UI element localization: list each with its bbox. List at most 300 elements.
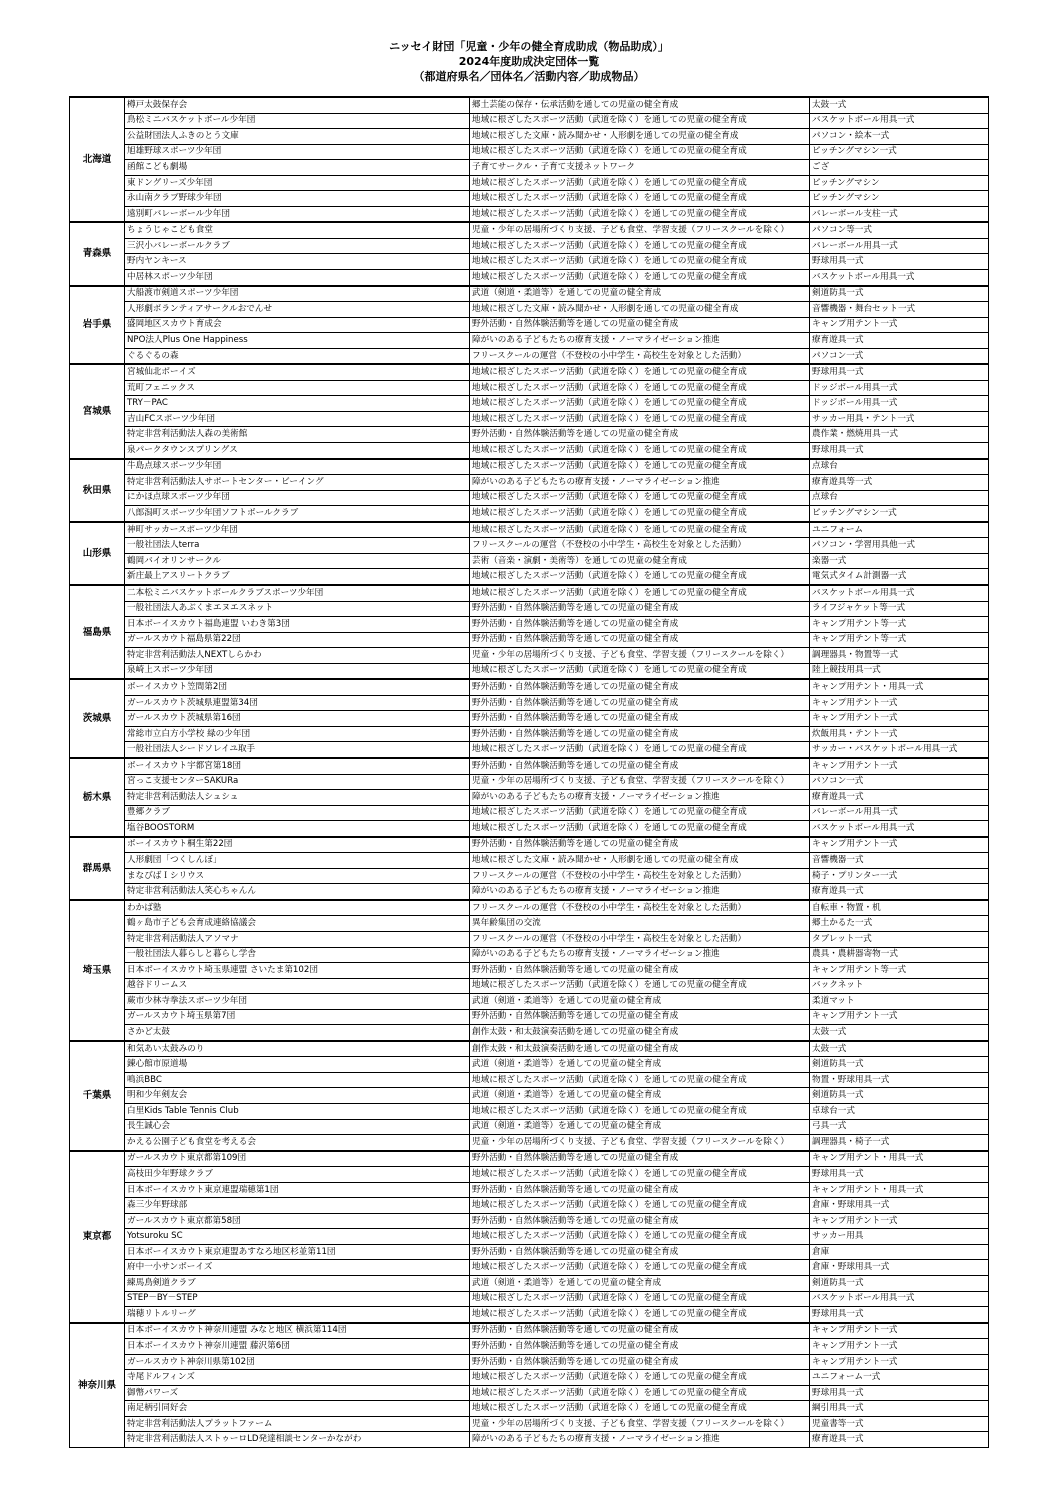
organization-name: ガールスカウト茨城県連盟第34団 [125,695,470,711]
activity-description: 創作太鼓・和太鼓演奏活動を通しての児童の健全育成 [470,1041,810,1057]
activity-description: 地域に根ざしたスポーツ活動（武道を除く）を通しての児童の健全育成 [470,364,810,380]
activity-description: 地域に根ざしたスポーツ活動（武道を除く）を通しての児童の健全育成 [470,585,810,601]
organization-name: 日本ボーイスカウト神奈川連盟 みなと地区 横浜第114団 [125,1323,470,1339]
activity-description: 地域に根ざしたスポーツ活動（武道を除く）を通しての児童の健全育成 [470,1229,810,1245]
granted-items: キャンプ用テント一式 [810,1213,989,1229]
granted-items: 療育遊具一式 [810,333,989,349]
activity-description: 野外活動・自然体験活動等を通しての児童の健全育成 [470,1354,810,1370]
table-row [70,1182,989,1198]
table-row [70,1088,989,1104]
organization-name: 八郎潟町スポーツ少年団ソフトボールクラブ [125,506,470,522]
granted-items: 剣道防具一式 [810,286,989,302]
organization-name: にかほ点球スポーツ少年団 [125,490,470,506]
organization-name: 特定非営利活動法人シュシュ [125,790,470,806]
granted-items: 療育遊具一式 [810,1432,989,1448]
table-row [70,302,989,318]
granted-items: サッカー用具 [810,1229,989,1245]
prefecture-cell: 青森県 [70,222,125,285]
organization-name: 特定非営利活動法人笑心ちゃんん [125,884,470,900]
organization-name: 永山南クラブ野球少年団 [125,191,470,207]
granted-items: 調理器具・椅子一式 [810,1135,989,1151]
activity-description: 地域に根ざしたスポーツ活動（武道を除く）を通しての児童の健全育成 [470,1307,810,1323]
granted-items: サッカー用具・テント一式 [810,411,989,427]
table-row [70,1339,989,1355]
organization-name: ガールスカウト東京都第58団 [125,1213,470,1229]
activity-description: 武道（剣道・柔道等）を通しての児童の健全育成 [470,994,810,1010]
activity-description: 野外活動・自然体験活動等を通しての児童の健全育成 [470,726,810,742]
table-row [70,553,989,569]
table-row [70,1323,989,1339]
activity-description: 地域に根ざしたスポーツ活動（武道を除く）を通しての児童の健全育成 [470,380,810,396]
activity-description: 障がいのある子どもたちの療育支援・ノーマライゼーション推進 [470,475,810,491]
organization-name: 鳴浜BBC [125,1072,470,1088]
table-row [70,617,989,633]
granted-items: バレーボール支柱一式 [810,206,989,222]
activity-description: 野外活動・自然体験活動等を通しての児童の健全育成 [470,1323,810,1339]
organization-name: 越谷ドリームス [125,978,470,994]
granted-items: キャンプ用テント一式 [810,837,989,853]
granted-items: 野球用具一式 [810,364,989,380]
organization-name: 人形劇ボランティアサークルおでんせ [125,302,470,318]
table-row [70,1370,989,1386]
granted-items: 倉庫・野球用具一式 [810,1198,989,1214]
table-row [70,868,989,884]
table-row [70,569,989,585]
organization-name: 野内ヤンキース [125,254,470,270]
organization-name: 常総市立白方小学校 緑の少年団 [125,726,470,742]
activity-description: 地域に根ざしたスポーツ活動（武道を除く）を通しての児童の健全育成 [470,175,810,191]
activity-description: 地域に根ざしたスポーツ活動（武道を除く）を通しての児童の健全育成 [470,663,810,679]
granted-items: キャンプ用テント・用具一式 [810,1151,989,1167]
activity-description: 地域に根ざしたスポーツ活動（武道を除く）を通しての児童の健全育成 [470,1401,810,1417]
granted-items: バスケットボール用具一式 [810,821,989,837]
organization-name: わかば塾 [125,900,470,916]
activity-description: 地域に根ざしたスポーツ活動（武道を除く）を通しての児童の健全育成 [470,254,810,270]
granted-items: 野球用具一式 [810,254,989,270]
activity-description: 地域に根ざしたスポーツ活動（武道を除く）を通しての児童の健全育成 [470,459,810,475]
organization-name: 塩谷BOOSTORM [125,821,470,837]
organization-name: 日本ボーイスカウト東京連盟瑞穂第1団 [125,1182,470,1198]
activity-description: 野外活動・自然体験活動等を通しての児童の健全育成 [470,1182,810,1198]
prefecture-cell: 千葉県 [70,1041,125,1151]
organization-name: 南足柄引同好会 [125,1401,470,1417]
organization-name: 特定非営利活動法人アソマナ [125,931,470,947]
activity-description: 野外活動・自然体験活動等を通しての児童の健全育成 [470,617,810,633]
table-row [70,1354,989,1370]
granted-items: キャンプ用テント一式 [810,1354,989,1370]
granted-items: 太鼓一式 [810,97,989,113]
granted-items: 療育遊具等一式 [810,475,989,491]
table-row [70,1072,989,1088]
activity-description: 地域に根ざした文庫・読み聞かせ・人形劇を通しての児童の健全育成 [470,302,810,318]
table-row [70,837,989,853]
granted-items: 卓球台一式 [810,1104,989,1120]
granted-items: パソコン一式 [810,348,989,364]
granted-items: 剣道防具一式 [810,1057,989,1073]
activity-description: 地域に根ざしたスポーツ活動（武道を除く）を通しての児童の健全育成 [470,522,810,538]
organization-name: さかど太鼓 [125,1025,470,1041]
granted-items: 剣道防具一式 [810,1276,989,1292]
activity-description: 児童・少年の居場所づくり支援、子ども食堂、学習支援（フリースクールを除く） [470,774,810,790]
activity-description: 野外活動・自然体験活動等を通しての児童の健全育成 [470,837,810,853]
activity-description: 地域に根ざしたスポーツ活動（武道を除く）を通しての児童の健全育成 [470,411,810,427]
title-line-3: （都道府県名／団体名／活動内容／助成物品） [413,70,645,83]
table-row [70,1244,989,1260]
table-row [70,884,989,900]
granted-items: タブレット一式 [810,931,989,947]
granted-items: パソコン一式 [810,774,989,790]
granted-items: ドッジボール用具一式 [810,396,989,412]
prefecture-cell: 埼玉県 [70,900,125,1041]
activity-description: 地域に根ざしたスポーツ活動（武道を除く）を通しての児童の健全育成 [470,490,810,506]
table-row [70,853,989,869]
granted-items: ドッジボール用具一式 [810,380,989,396]
activity-description: 地域に根ざしたスポーツ活動（武道を除く）を通しての児童の健全育成 [470,978,810,994]
organization-name: 森三少年野球部 [125,1198,470,1214]
organization-name: 高枝田少年野球クラブ [125,1167,470,1183]
granted-items: ピッチングマシン一式 [810,144,989,160]
granted-items: バレーボール用具一式 [810,238,989,254]
activity-description: 地域に根ざしたスポーツ活動（武道を除く）を通しての児童の健全育成 [470,1370,810,1386]
activity-description: 子育てサークル・子育て支援ネットワーク [470,160,810,176]
organization-name: 神町サッカースポーツ少年団 [125,522,470,538]
organization-name: ボーイスカウト桐生第22団 [125,837,470,853]
table-row [70,726,989,742]
organization-name: 白里Kids Table Tennis Club [125,1104,470,1120]
activity-description: 児童・少年の居場所づくり支援、子ども食堂、学習支援（フリースクールを除く） [470,648,810,664]
title-line-1: ニッセイ財団「児童・少年の健全育成助成（物品助成）」 [389,40,669,53]
table-row [70,97,989,113]
organization-name: ぐるぐるの森 [125,348,470,364]
organization-name: ちょうじゃこども食堂 [125,222,470,238]
activity-description: 創作太鼓・和太鼓演奏活動を通しての児童の健全育成 [470,1025,810,1041]
organization-name: 練馬鳥剣道クラブ [125,1276,470,1292]
organization-name: 日本ボーイスカウト福島連盟 いわき第3団 [125,617,470,633]
granted-items: 療育遊具一式 [810,790,989,806]
table-row [70,821,989,837]
organization-name: 一般社団法人terra [125,538,470,554]
table-row [70,601,989,617]
activity-description: 地域に根ざしたスポーツ活動（武道を除く）を通しての児童の健全育成 [470,270,810,286]
activity-description: フリースクールの運営（不登校の小中学生・高校生を対象とした活動） [470,931,810,947]
table-row [70,286,989,302]
table-row [70,1229,989,1245]
activity-description: 芸術（音楽・演劇・美術等）を通しての児童の健全育成 [470,553,810,569]
table-row [70,1213,989,1229]
activity-description: 野外活動・自然体験活動等を通しての児童の健全育成 [470,601,810,617]
organization-name: 宮城仙北ボーイズ [125,364,470,380]
activity-description: フリースクールの運営（不登校の小中学生・高校生を対象とした活動） [470,900,810,916]
organization-name: 吉山FCスポーツ少年団 [125,411,470,427]
granted-items: キャンプ用テント等一式 [810,632,989,648]
activity-description: 地域に根ざしたスポーツ活動（武道を除く）を通しての児童の健全育成 [470,805,810,821]
activity-description: 障がいのある子どもたちの療育支援・ノーマライゼーション推進 [470,884,810,900]
table-row [70,333,989,349]
table-row [70,663,989,679]
organization-name: 御幣パワーズ [125,1385,470,1401]
organization-name: 特定非営利活動法人ストゥーロLD発達相談センターかながわ [125,1432,470,1448]
activity-description: 野外活動・自然体験活動等を通しての児童の健全育成 [470,963,810,979]
grant-recipients-table [69,96,989,1448]
granted-items: 椅子・プリンター一式 [810,868,989,884]
table-row [70,1276,989,1292]
table-row [70,522,989,538]
granted-items: バスケットボール用具一式 [810,113,989,129]
activity-description: フリースクールの運営（不登校の小中学生・高校生を対象とした活動） [470,538,810,554]
activity-description: 地域に根ざしたスポーツ活動（武道を除く）を通しての児童の健全育成 [470,206,810,222]
activity-description: 地域に根ざしたスポーツ活動（武道を除く）を通しての児童の健全育成 [470,191,810,207]
granted-items: キャンプ用テント等一式 [810,963,989,979]
table-row [70,1401,989,1417]
activity-description: 地域に根ざしたスポーツ活動（武道を除く）を通しての児童の健全育成 [470,144,810,160]
granted-items: 野球用具一式 [810,1307,989,1323]
activity-description: 郷土芸能の保存・伝承活動を通しての児童の健全育成 [470,97,810,113]
organization-name: Yotsuroku SC [125,1229,470,1245]
activity-description: 地域に根ざしたスポーツ活動（武道を除く）を通しての児童の健全育成 [470,1385,810,1401]
activity-description: 野外活動・自然体験活動等を通しての児童の健全育成 [470,1213,810,1229]
table-row [70,711,989,727]
organization-name: 鶴岡バイオリンサークル [125,553,470,569]
organization-name: 長生誠心会 [125,1119,470,1135]
activity-description: 武道（剣道・柔道等）を通しての児童の健全育成 [470,1057,810,1073]
table-row [70,270,989,286]
organization-name: 鳥松ミニバスケットボール少年団 [125,113,470,129]
table-row [70,1041,989,1057]
table-row [70,411,989,427]
granted-items: 炊飯用具・テント一式 [810,726,989,742]
granted-items: ユニフォーム [810,522,989,538]
granted-items: 農作業・燃焼用具一式 [810,427,989,443]
table-row [70,129,989,145]
granted-items: ピッチングマシン [810,175,989,191]
granted-items: パソコン等一式 [810,222,989,238]
table-row [70,1260,989,1276]
organization-name: 一般社団法人シードソレイユ取手 [125,742,470,758]
prefecture-cell: 山形県 [70,522,125,585]
prefecture-cell: 東京都 [70,1151,125,1323]
organization-name: 宮っこ支援センターSAKURa [125,774,470,790]
granted-items: 陸上競技用具一式 [810,663,989,679]
organization-name: 特定非営利活動法人サポートセンター・ビーイング [125,475,470,491]
organization-name: 特定非営利活動法人森の美術館 [125,427,470,443]
organization-name: NPO法人Plus One Happiness [125,333,470,349]
activity-description: 障がいのある子どもたちの療育支援・ノーマライゼーション推進 [470,790,810,806]
activity-description: 野外活動・自然体験活動等を通しての児童の健全育成 [470,1339,810,1355]
table-row [70,113,989,129]
table-row [70,931,989,947]
table-row [70,348,989,364]
prefecture-cell: 茨城県 [70,679,125,758]
granted-items: キャンプ用テント一式 [810,695,989,711]
granted-items: 音響機器一式 [810,853,989,869]
granted-items: 野球用具一式 [810,1167,989,1183]
table-row [70,160,989,176]
activity-description: 地域に根ざしたスポーツ活動（武道を除く）を通しての児童の健全育成 [470,1167,810,1183]
granted-items: 太鼓一式 [810,1025,989,1041]
organization-name: ガールスカウト埼玉県第7団 [125,1009,470,1025]
table-row [70,978,989,994]
prefecture-cell: 北海道 [70,97,125,222]
organization-name: 中居林スポーツ少年団 [125,270,470,286]
table-row [70,679,989,695]
table-row [70,506,989,522]
table-row [70,774,989,790]
table-row [70,648,989,664]
activity-description: フリースクールの運営（不登校の小中学生・高校生を対象とした活動） [470,868,810,884]
table-row [70,585,989,601]
table-row [70,538,989,554]
organization-name: 函館こども劇場 [125,160,470,176]
prefecture-cell: 福島県 [70,585,125,679]
organization-name: 東ドングリーズ少年団 [125,175,470,191]
table-row [70,1416,989,1432]
granted-items: パソコン・絵本一式 [810,129,989,145]
activity-description: 地域に根ざしたスポーツ活動（武道を除く）を通しての児童の健全育成 [470,1198,810,1214]
activity-description: フリースクールの運営（不登校の小中学生・高校生を対象とした活動） [470,348,810,364]
table-row [70,1307,989,1323]
organization-name: 牛島点球スポーツ少年団 [125,459,470,475]
activity-description: 地域に根ざしたスポーツ活動（武道を除く）を通しての児童の健全育成 [470,238,810,254]
table-row [70,1151,989,1167]
organization-name: 一般社団法人あぶくまエヌエスネット [125,601,470,617]
organization-name: ボーイスカウト宇都宮第18団 [125,758,470,774]
granted-items: ピッチングマシン一式 [810,506,989,522]
activity-description: 地域に根ざしたスポーツ活動（武道を除く）を通しての児童の健全育成 [470,443,810,459]
granted-items: 剣道防具一式 [810,1088,989,1104]
granted-items: 点球台 [810,490,989,506]
table-row [70,396,989,412]
activity-description: 野外活動・自然体験活動等を通しての児童の健全育成 [470,695,810,711]
activity-description: 障がいのある子どもたちの療育支援・ノーマライゼーション推進 [470,947,810,963]
granted-items: バスケットボール用具一式 [810,585,989,601]
organization-name: 新庄最上アスリートクラブ [125,569,470,585]
granted-items: 電気式タイム計測器一式 [810,569,989,585]
granted-items: パソコン・学習用具他一式 [810,538,989,554]
organization-name: 日本ボーイスカウト東京連盟あすなろ地区杉並第11団 [125,1244,470,1260]
granted-items: 物置・野球用具一式 [810,1072,989,1088]
activity-description: 野外活動・自然体験活動等を通しての児童の健全育成 [470,427,810,443]
granted-items: 農具・農耕器寄物一式 [810,947,989,963]
activity-description: 武道（剣道・柔道等）を通しての児童の健全育成 [470,1088,810,1104]
organization-name: 明和少年剣友会 [125,1088,470,1104]
table-row [70,994,989,1010]
activity-description: 地域に根ざしたスポーツ活動（武道を除く）を通しての児童の健全育成 [470,113,810,129]
granted-items: ピッチングマシン [810,191,989,207]
granted-items: バスケットボール用具一式 [810,270,989,286]
activity-description: 武道（剣道・柔道等）を通しての児童の健全育成 [470,1119,810,1135]
activity-description: 地域に根ざしたスポーツ活動（武道を除く）を通しての児童の健全育成 [470,569,810,585]
activity-description: 武道（剣道・柔道等）を通しての児童の健全育成 [470,1276,810,1292]
organization-name: 特定非営利活動法人NEXTしらかわ [125,648,470,664]
organization-name: 一般社団法人暮らしと暮らし学舎 [125,947,470,963]
granted-items: 点球台 [810,459,989,475]
table-row [70,1119,989,1135]
table-row [70,1057,989,1073]
table-row [70,790,989,806]
organization-name: ガールスカウト東京都第109団 [125,1151,470,1167]
table-row [70,963,989,979]
granted-items: 倉庫・野球用具一式 [810,1260,989,1276]
table-row [70,1135,989,1151]
table-row [70,317,989,333]
granted-items: 自転車・物置・机 [810,900,989,916]
activity-description: 野外活動・自然体験活動等を通しての児童の健全育成 [470,679,810,695]
table-row [70,443,989,459]
organization-name: ボーイスカウト笠間第2団 [125,679,470,695]
table-row [70,191,989,207]
activity-description: 地域に根ざした文庫・読み聞かせ・人形劇を通しての児童の健全育成 [470,129,810,145]
activity-description: 障がいのある子どもたちの療育支援・ノーマライゼーション推進 [470,1432,810,1448]
granted-items: キャンプ用テント一式 [810,758,989,774]
granted-items: キャンプ用テント一式 [810,1323,989,1339]
prefecture-cell: 栃木県 [70,758,125,837]
prefecture-cell: 神奈川県 [70,1323,125,1448]
organization-name: STEP－BY－STEP [125,1291,470,1307]
table-body [70,97,989,1448]
organization-name: 泉崎上スポーツ少年団 [125,663,470,679]
organization-name: 府中一小サンボーイズ [125,1260,470,1276]
granted-items: ござ [810,160,989,176]
organization-name: 荒町フェニックス [125,380,470,396]
granted-items: 野球用具一式 [810,1385,989,1401]
table-row [70,900,989,916]
table-row [70,1009,989,1025]
activity-description: 地域に根ざしたスポーツ活動（武道を除く）を通しての児童の健全育成 [470,1072,810,1088]
prefecture-cell: 群馬県 [70,837,125,900]
table-row [70,222,989,238]
table-row [70,1385,989,1401]
table-row [70,459,989,475]
organization-name: ガールスカウト茨城県第16団 [125,711,470,727]
granted-items: キャンプ用テント・用具一式 [810,679,989,695]
organization-name: 豊郷クラブ [125,805,470,821]
table-row [70,916,989,932]
table-row [70,364,989,380]
activity-description: 児童・少年の居場所づくり支援、子ども食堂、学習支援（フリースクールを除く） [470,222,810,238]
table-row [70,1291,989,1307]
organization-name: TRY－PAC [125,396,470,412]
table-row [70,1025,989,1041]
granted-items: サッカー・バスケットボール用具一式 [810,742,989,758]
organization-name: 寺尾ドルフィンズ [125,1370,470,1386]
activity-description: 異年齢集団の交流 [470,916,810,932]
granted-items: 柔道マット [810,994,989,1010]
organization-name: 泉パークタウンスプリングス [125,443,470,459]
organization-name: 和気あい太鼓みのり [125,1041,470,1057]
granted-items: 弓具一式 [810,1119,989,1135]
prefecture-cell: 岩手県 [70,286,125,365]
table-row [70,742,989,758]
activity-description: 武道（剣道・柔道等）を通しての児童の健全育成 [470,286,810,302]
organization-name: 鶴ヶ島市子ども会育成連絡協議会 [125,916,470,932]
activity-description: 野外活動・自然体験活動等を通しての児童の健全育成 [470,632,810,648]
table-row [70,238,989,254]
granted-items: 調理器具・物置等一式 [810,648,989,664]
activity-description: 野外活動・自然体験活動等を通しての児童の健全育成 [470,317,810,333]
organization-name: ガールスカウト福島県第22団 [125,632,470,648]
granted-items: バスケットボール用具一式 [810,1291,989,1307]
organization-name: かえる公園子ども食堂を考える会 [125,1135,470,1151]
granted-items: キャンプ用テント等一式 [810,617,989,633]
granted-items: キャンプ用テント一式 [810,1339,989,1355]
table-row [70,695,989,711]
table-row [70,758,989,774]
activity-description: 障がいのある子どもたちの療育支援・ノーマライゼーション推進 [470,333,810,349]
prefecture-cell: 宮城県 [70,364,125,458]
organization-name: 大船渡市剣道スポーツ少年団 [125,286,470,302]
organization-name: 蕨市少林寺拳法スポーツ少年団 [125,994,470,1010]
granted-items: 郷土かるた一式 [810,916,989,932]
